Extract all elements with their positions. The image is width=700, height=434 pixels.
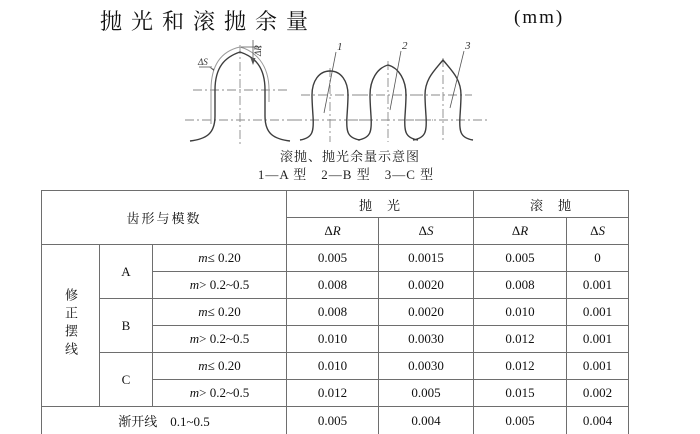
type-a-cell: A xyxy=(100,245,153,299)
value-cell: 0.004 xyxy=(379,407,474,434)
header-profile-module: 齿形与模数 xyxy=(42,191,287,245)
delta-r-dimension-label: ΔR xyxy=(253,45,263,56)
module-var: m xyxy=(189,385,200,400)
module-cond: ≤ 0.20 xyxy=(207,250,241,265)
centerlines-tooth-c xyxy=(405,58,487,142)
delta-symbol: Δ xyxy=(418,223,427,238)
tooth-b-number: 2 xyxy=(402,40,408,52)
gear-teeth-svg xyxy=(165,38,510,150)
value-cell: 0.0020 xyxy=(379,272,474,299)
row-group-cycloid xyxy=(42,245,100,407)
module-cond: ≤ 0.20 xyxy=(207,358,241,373)
module-var: m xyxy=(189,277,200,292)
gear-teeth-diagram xyxy=(165,38,510,150)
header-tumble-delta-s xyxy=(567,218,629,245)
value-cell: 0.005 xyxy=(287,245,379,272)
value-cell: 0.0030 xyxy=(379,353,474,380)
value-cell: 0.001 xyxy=(567,353,629,380)
value-cell: 0.0020 xyxy=(379,299,474,326)
table-row xyxy=(42,299,629,326)
module-var: m xyxy=(198,250,208,265)
module-cell xyxy=(153,380,287,407)
value-cell: 0.015 xyxy=(474,380,567,407)
value-cell: 0.012 xyxy=(287,380,379,407)
type-b-cell: B xyxy=(100,299,153,353)
header-polish: 抛 光 xyxy=(287,191,474,218)
involute-row xyxy=(42,407,629,434)
header-tumble: 滚 抛 xyxy=(474,191,629,218)
header-row-1 xyxy=(42,191,629,218)
module-cell xyxy=(153,272,287,299)
value-cell: 0.004 xyxy=(567,407,629,434)
value-cell: 0.010 xyxy=(474,299,567,326)
diagram-caption: 滚抛、抛光余量示意图 xyxy=(279,149,420,164)
centerlines-tooth-a xyxy=(293,68,370,142)
module-var: m xyxy=(198,304,208,319)
value-cell: 0.010 xyxy=(287,353,379,380)
value-cell: 0.0015 xyxy=(379,245,474,272)
value-cell: 0.005 xyxy=(474,245,567,272)
leader-line-2 xyxy=(390,51,401,110)
value-cell: 0.001 xyxy=(567,326,629,353)
leader-line-3 xyxy=(450,51,464,108)
delta-symbol: Δ xyxy=(511,223,521,238)
header-polish-delta-r xyxy=(287,218,379,245)
tooth-c-number: 3 xyxy=(465,40,471,52)
value-cell: 0.012 xyxy=(474,326,567,353)
diagram-legend: 1—A 型 2—B 型 3—C 型 xyxy=(257,167,435,182)
module-cond: > 0.2~0.5 xyxy=(199,331,250,346)
value-cell: 0.005 xyxy=(474,407,567,434)
value-cell: 0.005 xyxy=(287,407,379,434)
value-cell: 0.008 xyxy=(287,299,379,326)
r-symbol: R xyxy=(332,223,341,238)
tooth-a-number: 1 xyxy=(337,41,343,53)
r-symbol: R xyxy=(520,223,529,238)
unit-label: (mm) xyxy=(514,7,565,28)
delta-symbol: Δ xyxy=(590,223,599,238)
value-cell: 0.0030 xyxy=(379,326,474,353)
s-symbol: S xyxy=(426,223,434,238)
value-cell: 0.010 xyxy=(287,326,379,353)
module-cell xyxy=(153,299,287,326)
row-group-label: 修正摆线 xyxy=(63,287,78,360)
type-c-cell: C xyxy=(100,353,153,407)
delta-r-arrow xyxy=(251,58,256,65)
allowance-table xyxy=(41,190,629,434)
s-symbol: S xyxy=(598,223,605,238)
involute-label: 渐开线 0.1~0.5 xyxy=(42,407,287,434)
module-cond: ≤ 0.20 xyxy=(207,304,241,319)
header-tumble-delta-r xyxy=(474,218,567,245)
module-cell xyxy=(153,245,287,272)
value-cell: 0 xyxy=(567,245,629,272)
value-cell: 0.001 xyxy=(567,299,629,326)
centerlines-tooth-b xyxy=(347,61,433,142)
module-cell xyxy=(153,353,287,380)
header-polish-delta-s xyxy=(379,218,474,245)
delta-symbol: Δ xyxy=(324,223,333,238)
delta-s-dimension-label: ΔS xyxy=(198,57,208,67)
module-cell xyxy=(153,326,287,353)
module-cond: > 0.2~0.5 xyxy=(199,385,250,400)
module-cond: > 0.2~0.5 xyxy=(199,277,250,292)
module-var: m xyxy=(189,331,200,346)
value-cell: 0.001 xyxy=(567,272,629,299)
page-title: 抛光和滚抛余量 xyxy=(100,9,318,34)
value-cell: 0.005 xyxy=(379,380,474,407)
table-row xyxy=(42,245,629,272)
value-cell: 0.002 xyxy=(567,380,629,407)
value-cell: 0.008 xyxy=(474,272,567,299)
value-cell: 0.008 xyxy=(287,272,379,299)
module-var: m xyxy=(198,358,208,373)
table-row xyxy=(42,353,629,380)
value-cell: 0.012 xyxy=(474,353,567,380)
